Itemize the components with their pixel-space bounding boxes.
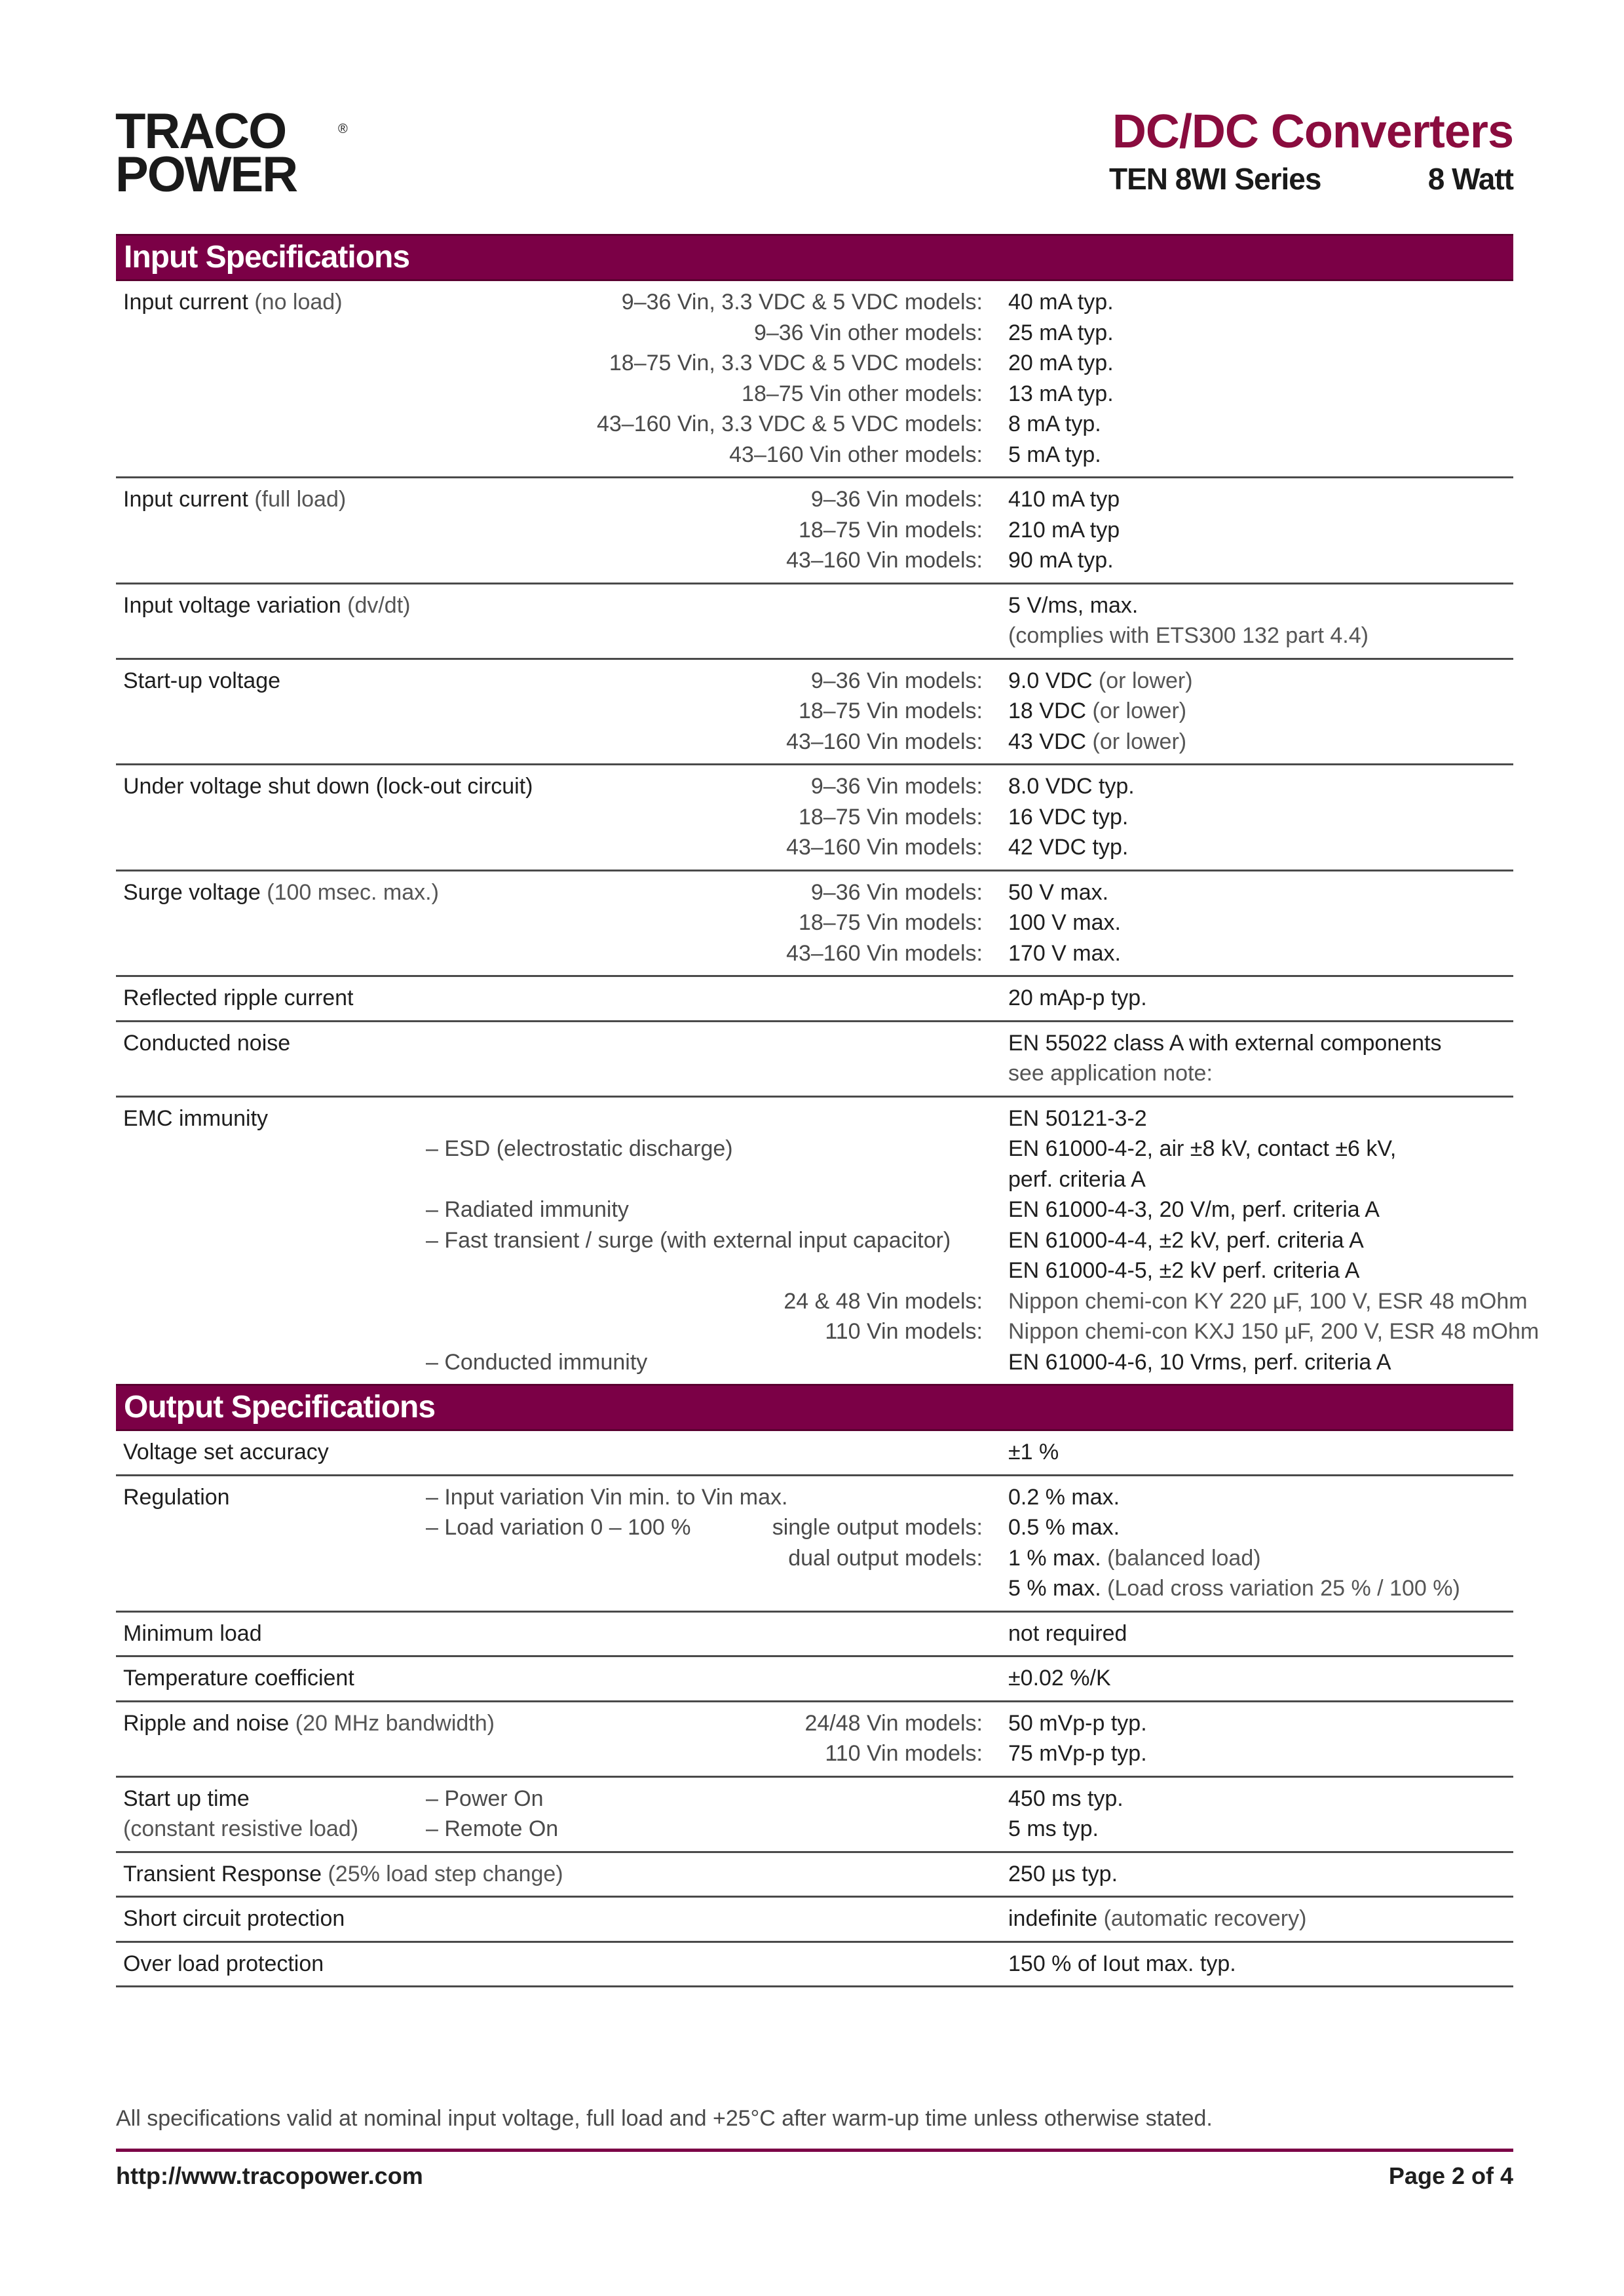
spec-value-cell <box>1008 938 1121 969</box>
spec-line <box>116 621 1513 651</box>
spec-line <box>116 409 1513 440</box>
spec-model-condition: 9–36 Vin, 3.3 VDC & 5 VDC models: <box>621 290 983 315</box>
spec-model-condition: 18–75 Vin models: <box>798 517 983 543</box>
spec-line <box>116 440 1513 470</box>
spec-value-note: (or lower) <box>1092 698 1187 723</box>
spec-value-note: Nippon chemi-con KY 220 µF, 100 V, ESR 48 mOhm <box>1008 1288 1528 1314</box>
spec-label-cell <box>123 1028 290 1059</box>
spec-value-note: (Load cross variation 25 % / 100 %) <box>1107 1576 1460 1601</box>
spec-row <box>116 1943 1513 1988</box>
spec-value-cell <box>1008 696 1186 727</box>
spec-line <box>116 515 1513 546</box>
spec-line <box>116 666 1513 697</box>
spec-value: 5 V/ms, max. <box>1008 592 1139 618</box>
spec-value-cell <box>1008 771 1135 802</box>
spec-line <box>116 1663 1513 1694</box>
spec-label-cell <box>123 1708 495 1739</box>
spec-row <box>116 1613 1513 1658</box>
spec-model-condition: 18–75 Vin, 3.3 VDC & 5 VDC models: <box>609 351 983 375</box>
spec-line <box>116 318 1513 349</box>
spec-value: 5 mA typ. <box>1008 442 1101 467</box>
spec-line <box>116 983 1513 1014</box>
spec-line <box>116 1784 1513 1814</box>
spec-line <box>116 696 1513 727</box>
spec-model-condition: 18–75 Vin models: <box>798 698 983 723</box>
spec-line <box>116 1949 1513 1980</box>
spec-label-cell <box>123 590 410 621</box>
spec-value: perf. criteria A <box>1008 1166 1146 1192</box>
spec-label-cell <box>123 1859 563 1890</box>
spec-value-cell <box>1008 666 1193 697</box>
spec-value: 50 mVp-p typ. <box>1008 1710 1147 1736</box>
spec-label: Temperature coefficient <box>123 1666 354 1691</box>
spec-value-cell <box>1008 1134 1396 1164</box>
document-title: DC/DC Converters <box>1112 105 1513 158</box>
product-series: TEN 8WI Series <box>1109 162 1321 196</box>
spec-label-cell <box>123 1949 324 1980</box>
spec-label-cell <box>123 1103 268 1134</box>
spec-value-cell <box>1008 877 1108 908</box>
spec-row <box>116 660 1513 766</box>
spec-row <box>116 1476 1513 1613</box>
spec-value-cell <box>1008 484 1120 515</box>
spec-value-cell <box>1008 832 1128 863</box>
spec-model-condition: 9–36 Vin other models: <box>753 320 983 345</box>
spec-label-note: (dv/dt) <box>347 592 411 618</box>
spec-label: Surge voltage <box>123 879 261 905</box>
spec-line <box>116 545 1513 576</box>
spec-value-note: (automatic recovery) <box>1103 1906 1307 1931</box>
spec-model-condition: 24/48 Vin models: <box>804 1710 983 1736</box>
spec-label-note: (constant resistive load) <box>123 1816 359 1841</box>
spec-label-note: (full load) <box>254 487 347 512</box>
spec-value-cell <box>1008 379 1114 410</box>
spec-value-cell <box>1008 1859 1118 1890</box>
spec-model-condition: 9–36 Vin models: <box>810 774 983 799</box>
spec-model-condition: single output models: <box>772 1515 983 1540</box>
spec-value: 40 mA typ. <box>1008 290 1114 315</box>
spec-model-condition: 43–160 Vin, 3.3 VDC & 5 VDC models: <box>596 411 983 436</box>
spec-value: 25 mA typ. <box>1008 320 1114 345</box>
spec-value-cell <box>1008 1058 1213 1089</box>
spec-line <box>116 771 1513 802</box>
spec-value: 16 VDC typ. <box>1008 804 1129 830</box>
spec-value-note: see application note: <box>1008 1061 1213 1086</box>
spec-value-cell <box>1008 621 1369 651</box>
spec-value: 9.0 VDC <box>1008 668 1093 693</box>
input-specifications-section <box>116 234 1539 1384</box>
spec-model-condition: 110 Vin models: <box>825 1741 983 1766</box>
spec-value-cell <box>1008 1784 1124 1814</box>
spec-sub-label: – Remote On <box>426 1816 559 1841</box>
spec-value-cell <box>1008 1482 1120 1513</box>
spec-value-cell <box>1008 1437 1059 1468</box>
spec-line <box>116 379 1513 410</box>
spec-model-condition: dual output models: <box>788 1545 983 1571</box>
spec-value-cell <box>1008 1316 1539 1347</box>
spec-value: 75 mVp-p typ. <box>1008 1741 1147 1766</box>
spec-line <box>116 1316 1539 1347</box>
spec-model-condition: 18–75 Vin models: <box>798 910 983 935</box>
spec-model-condition: 9–36 Vin models: <box>810 879 983 905</box>
spec-value: 5 % max. <box>1008 1576 1101 1601</box>
spec-value: ±1 % <box>1008 1440 1059 1464</box>
spec-model-condition: 110 Vin models: <box>825 1319 983 1344</box>
spec-label: Minimum load <box>123 1620 262 1646</box>
spec-value-cell <box>1008 515 1120 546</box>
spec-label-cell <box>123 1437 329 1468</box>
spec-value: 8.0 VDC typ. <box>1008 774 1135 799</box>
logo-line-1: TRACO <box>115 104 286 159</box>
spec-value: EN 61000-4-3, 20 V/m, perf. criteria A <box>1008 1197 1380 1222</box>
spec-line <box>116 727 1513 757</box>
spec-value-cell <box>1008 1543 1261 1574</box>
spec-sub-label: – ESD (electrostatic discharge) <box>426 1136 733 1161</box>
spec-line <box>116 287 1513 318</box>
spec-model-condition: 43–160 Vin models: <box>786 729 983 754</box>
spec-value-cell <box>1008 348 1114 379</box>
spec-label-cell <box>123 877 439 908</box>
spec-value: 100 V max. <box>1008 910 1121 935</box>
spec-line <box>116 1738 1513 1769</box>
spec-value: 450 ms typ. <box>1008 1786 1124 1811</box>
spec-label-cell <box>123 771 533 802</box>
spec-label: EMC immunity <box>123 1105 269 1131</box>
spec-line <box>116 1437 1513 1468</box>
spec-label: Over load protection <box>123 1951 324 1976</box>
spec-label: Reflected ripple current <box>123 985 354 1010</box>
spec-value: ±0.02 %/K <box>1008 1666 1111 1691</box>
spec-label: Input current <box>123 487 248 512</box>
spec-value-cell <box>1008 1512 1120 1543</box>
output-specifications-section <box>116 1384 1513 1987</box>
spec-label: Voltage set accuracy <box>123 1440 329 1464</box>
spec-row <box>116 1853 1513 1898</box>
spec-model-condition: 18–75 Vin other models: <box>742 381 983 406</box>
spec-line <box>116 1859 1513 1890</box>
spec-value-cell <box>1008 1949 1236 1980</box>
spec-row <box>116 1098 1539 1385</box>
spec-line <box>116 1618 1513 1649</box>
spec-line <box>116 1134 1513 1164</box>
spec-value: 20 mAp-p typ. <box>1008 985 1147 1010</box>
spec-line <box>116 1512 1513 1543</box>
spec-value: 13 mA typ. <box>1008 381 1114 406</box>
spec-line <box>116 832 1513 863</box>
spec-value: 18 VDC <box>1008 698 1087 723</box>
spec-row <box>116 584 1513 660</box>
spec-label: Start-up voltage <box>123 668 281 693</box>
spec-value-cell <box>1008 1164 1146 1195</box>
spec-model-condition: 9–36 Vin models: <box>810 487 983 512</box>
footer-divider <box>116 2149 1513 2152</box>
spec-label-cell <box>123 1784 250 1814</box>
spec-value: EN 50121-3-2 <box>1008 1105 1147 1131</box>
spec-value: 0.2 % max. <box>1008 1484 1120 1510</box>
spec-line <box>116 1814 1513 1845</box>
spec-label-cell <box>123 1904 345 1934</box>
spec-row <box>116 281 1513 478</box>
spec-label-note: (20 MHz bandwidth) <box>295 1710 495 1736</box>
spec-value: 1 % max. <box>1008 1545 1101 1571</box>
page-number: Page 2 of 4 <box>1388 2162 1513 2189</box>
spec-line <box>116 1058 1513 1089</box>
spec-value: 90 mA typ. <box>1008 548 1114 573</box>
spec-label: Start up time <box>123 1786 250 1811</box>
spec-sub-label: – Radiated immunity <box>426 1197 629 1222</box>
spec-value-cell <box>1008 1708 1147 1739</box>
spec-value-cell <box>1008 1618 1127 1649</box>
spec-sub-label: – Load variation 0 – 100 % <box>426 1515 691 1540</box>
spec-value: 250 µs typ. <box>1008 1861 1118 1886</box>
spec-value: indefinite <box>1008 1906 1098 1931</box>
spec-sub-label: – Conducted immunity <box>426 1349 648 1375</box>
spec-value-cell <box>1008 983 1147 1014</box>
spec-row <box>116 1898 1513 1943</box>
spec-label-cell <box>123 1663 354 1694</box>
footnote: All specifications valid at nominal input voltage, full load and +25°C after warm-up time unless otherwise stated. <box>116 2106 1213 2131</box>
spec-line <box>116 348 1513 379</box>
spec-label-note: (100 msec. max.) <box>267 879 439 905</box>
spec-line <box>116 1286 1528 1317</box>
spec-line <box>116 1255 1513 1286</box>
spec-line <box>116 1708 1513 1739</box>
spec-value-cell <box>1008 727 1186 757</box>
spec-line <box>116 1482 1513 1513</box>
spec-value: 20 mA typ. <box>1008 351 1114 375</box>
spec-line <box>116 802 1513 833</box>
spec-line <box>116 908 1513 938</box>
spec-label-cell <box>123 1814 358 1845</box>
spec-value-cell <box>1008 1255 1359 1286</box>
spec-model-condition: 18–75 Vin models: <box>798 804 983 830</box>
spec-sub-label: – Fast transient / surge (with external input capacitor) <box>426 1227 951 1253</box>
spec-value: EN 61000-4-4, ±2 kV, perf. criteria A <box>1008 1227 1364 1253</box>
spec-row <box>116 1657 1513 1702</box>
spec-label-cell <box>123 983 354 1014</box>
spec-value: not required <box>1008 1620 1127 1646</box>
spec-line <box>116 484 1513 515</box>
spec-line <box>116 1225 1513 1256</box>
spec-value-cell <box>1008 1225 1364 1256</box>
section-header: Input Specifications <box>116 234 1513 281</box>
spec-label-note: (no load) <box>254 290 343 315</box>
spec-model-condition: 43–160 Vin models: <box>786 548 983 573</box>
specification-tables <box>116 234 1539 1987</box>
spec-value-cell <box>1008 318 1114 349</box>
spec-value-cell <box>1008 1814 1099 1845</box>
spec-value-cell <box>1008 1028 1442 1059</box>
spec-value-cell <box>1008 1738 1147 1769</box>
spec-value: 0.5 % max. <box>1008 1515 1120 1540</box>
spec-value-cell <box>1008 908 1121 938</box>
spec-label: Conducted noise <box>123 1030 291 1056</box>
spec-line <box>116 1904 1513 1934</box>
spec-label: Ripple and noise <box>123 1710 290 1736</box>
spec-row <box>116 765 1513 871</box>
product-power: 8 Watt <box>1427 162 1513 196</box>
spec-value: 42 VDC typ. <box>1008 835 1129 860</box>
spec-value-cell <box>1008 409 1101 440</box>
spec-value-cell <box>1008 1573 1460 1604</box>
spec-label-cell <box>123 287 343 318</box>
spec-row <box>116 1431 1513 1476</box>
spec-label-cell <box>123 1618 262 1649</box>
spec-model-condition: 43–160 Vin models: <box>786 940 983 966</box>
spec-value: EN 61000-4-6, 10 Vrms, perf. criteria A <box>1008 1349 1391 1375</box>
spec-line <box>116 938 1513 969</box>
spec-value: EN 55022 class A with external components <box>1008 1030 1442 1056</box>
spec-model-condition: 24 & 48 Vin models: <box>784 1288 983 1314</box>
spec-label: Input current <box>123 290 248 315</box>
spec-label: Short circuit protection <box>123 1906 345 1931</box>
spec-value: 210 mA typ <box>1008 517 1120 543</box>
website-link[interactable]: http://www.tracopower.com <box>116 2162 423 2189</box>
spec-sub-label: – Input variation Vin min. to Vin max. <box>426 1484 788 1510</box>
spec-line <box>116 1195 1513 1225</box>
spec-model-condition: 9–36 Vin models: <box>810 668 983 693</box>
spec-value-cell <box>1008 1663 1111 1694</box>
logo-line-2: POWER <box>115 147 297 202</box>
spec-value: 50 V max. <box>1008 879 1109 905</box>
spec-value-note: Nippon chemi-con KXJ 150 µF, 200 V, ESR 48 mOhm <box>1008 1319 1539 1344</box>
spec-label-cell <box>123 666 280 697</box>
spec-value-note: (complies with ETS300 132 part 4.4) <box>1008 623 1369 648</box>
spec-value-note: (balanced load) <box>1107 1545 1261 1571</box>
spec-value: 8 mA typ. <box>1008 411 1101 436</box>
spec-line <box>116 1573 1513 1604</box>
spec-value-note: (or lower) <box>1092 729 1187 754</box>
spec-row <box>116 1022 1513 1098</box>
spec-value-note: (or lower) <box>1098 668 1193 693</box>
spec-label: Regulation <box>123 1484 230 1510</box>
spec-value-cell <box>1008 590 1138 621</box>
spec-line <box>116 1103 1513 1134</box>
spec-row <box>116 478 1513 584</box>
spec-label-cell <box>123 484 346 515</box>
spec-value-cell <box>1008 1286 1528 1317</box>
spec-value-cell <box>1008 287 1114 318</box>
spec-label: Input voltage variation <box>123 592 341 618</box>
spec-value-cell <box>1008 802 1128 833</box>
spec-label: Transient Response <box>123 1861 322 1886</box>
traco-power-logo <box>115 104 348 202</box>
spec-value-cell <box>1008 1347 1391 1378</box>
spec-label-cell <box>123 1482 230 1513</box>
spec-value-cell <box>1008 1195 1380 1225</box>
registered-mark: ® <box>338 122 348 136</box>
spec-line <box>116 1028 1513 1059</box>
spec-line <box>116 1543 1513 1574</box>
spec-line <box>116 1347 1513 1378</box>
spec-value: 43 VDC <box>1008 729 1087 754</box>
spec-value: 5 ms typ. <box>1008 1816 1099 1841</box>
spec-row <box>116 977 1513 1022</box>
spec-value: 150 % of Iout max. typ. <box>1008 1951 1236 1976</box>
spec-value-cell <box>1008 440 1101 470</box>
spec-model-condition: 43–160 Vin other models: <box>729 442 983 467</box>
spec-row <box>116 1702 1513 1778</box>
spec-value: EN 61000-4-2, air ±8 kV, contact ±6 kV, <box>1008 1136 1397 1161</box>
spec-label-note: (25% load step change) <box>328 1861 563 1886</box>
spec-value: 170 V max. <box>1008 940 1121 966</box>
spec-row <box>116 1778 1513 1853</box>
spec-line <box>116 877 1513 908</box>
spec-line <box>116 590 1513 621</box>
spec-value: 410 mA typ <box>1008 487 1120 512</box>
spec-value: EN 61000-4-5, ±2 kV perf. criteria A <box>1008 1258 1360 1283</box>
spec-value-cell <box>1008 1904 1306 1934</box>
spec-row <box>116 871 1513 978</box>
spec-line <box>116 1164 1513 1195</box>
spec-label: Under voltage shut down (lock-out circuit) <box>123 774 533 799</box>
spec-sub-label: – Power On <box>426 1786 544 1811</box>
spec-value-cell <box>1008 1103 1147 1134</box>
section-header: Output Specifications <box>116 1384 1513 1431</box>
spec-model-condition: 43–160 Vin models: <box>786 835 983 860</box>
spec-value-cell <box>1008 545 1114 576</box>
